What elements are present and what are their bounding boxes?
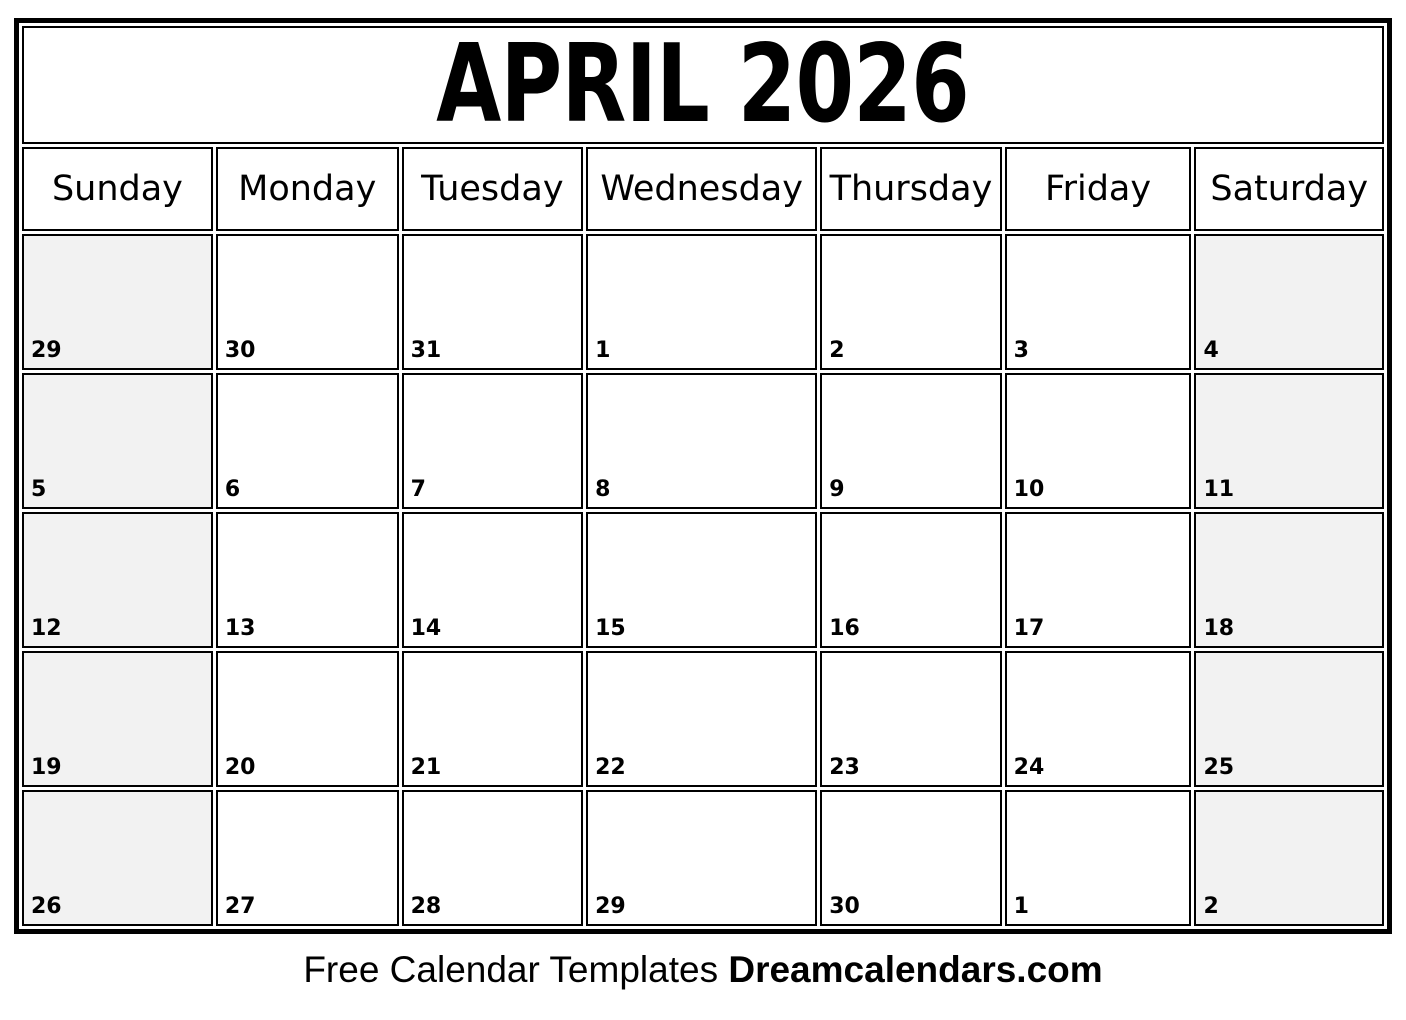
day-cell: [22, 234, 213, 370]
day-cell: [586, 790, 817, 926]
day-number: 13: [224, 616, 256, 641]
day-number: 1: [595, 338, 611, 363]
day-cell: [22, 651, 213, 787]
title-row: [22, 26, 1384, 144]
day-cell: [586, 373, 817, 509]
day-cell: [586, 512, 817, 648]
day-cell: [1194, 651, 1384, 787]
day-number: 18: [1203, 616, 1235, 641]
week-row-4: [22, 651, 1384, 787]
day-number: 27: [224, 894, 256, 919]
day-number: 20: [224, 755, 256, 780]
day-cell: [22, 373, 213, 509]
day-cell: [402, 373, 583, 509]
weekday-header-tuesday: Tuesday: [402, 147, 583, 231]
day-number: 26: [31, 894, 62, 919]
day-number: 23: [829, 755, 860, 780]
day-number: 30: [224, 338, 256, 363]
day-cell: [586, 234, 817, 370]
weekday-header-saturday: Saturday: [1194, 147, 1384, 231]
day-number: 15: [595, 616, 626, 641]
weekday-header-row: [22, 147, 1384, 231]
calendar-title: APRIL 2026: [436, 26, 970, 144]
day-cell: [1194, 790, 1384, 926]
weekday-header-wednesday: Wednesday: [586, 147, 817, 231]
day-cell: [22, 790, 213, 926]
footer-text: Free Calendar Templates: [303, 949, 719, 990]
day-cell: [216, 234, 399, 370]
day-number: 2: [829, 338, 845, 363]
day-cell: [586, 651, 817, 787]
day-cell: [1005, 373, 1192, 509]
calendar-table: [14, 18, 1392, 934]
day-number: 28: [410, 894, 442, 919]
day-number: 10: [1013, 477, 1045, 502]
day-cell: [22, 512, 213, 648]
day-number: 14: [410, 616, 442, 641]
week-row-2: [22, 373, 1384, 509]
footer: [14, 948, 1392, 992]
day-number: 25: [1203, 755, 1235, 780]
day-cell: [402, 234, 583, 370]
day-cell: [820, 373, 1001, 509]
day-number: 8: [595, 477, 611, 502]
day-number: 29: [595, 894, 626, 919]
day-number: 5: [31, 477, 47, 502]
day-number: 29: [31, 338, 62, 363]
footer-brand: Dreamcalendars.com: [728, 949, 1103, 990]
title-cell: [22, 26, 1384, 144]
weekday-header-thursday: Thursday: [820, 147, 1001, 231]
weekday-header-sunday: Sunday: [22, 147, 213, 231]
day-number: 21: [410, 755, 442, 780]
week-row-5: [22, 790, 1384, 926]
day-cell: [402, 790, 583, 926]
day-cell: [402, 512, 583, 648]
day-number: 30: [829, 894, 860, 919]
day-cell: [1194, 512, 1384, 648]
day-number: 6: [224, 477, 241, 502]
day-cell: [1194, 373, 1384, 509]
day-cell: [1005, 651, 1192, 787]
day-cell: [820, 512, 1001, 648]
day-number: 11: [1203, 477, 1235, 502]
day-cell: [402, 651, 583, 787]
week-row-3: [22, 512, 1384, 648]
day-number: 16: [829, 616, 860, 641]
day-number: 22: [595, 755, 626, 780]
day-number: 24: [1013, 755, 1045, 780]
day-cell: [1005, 790, 1192, 926]
day-number: 4: [1203, 338, 1219, 363]
day-number: 1: [1013, 894, 1029, 919]
day-cell: [1194, 234, 1384, 370]
day-number: 9: [829, 477, 845, 502]
day-number: 12: [31, 616, 62, 641]
day-cell: [820, 234, 1001, 370]
day-number: 3: [1013, 338, 1029, 363]
day-cell: [820, 651, 1001, 787]
day-number: 2: [1203, 894, 1219, 919]
day-cell: [216, 373, 399, 509]
week-row-1: [22, 234, 1384, 370]
day-number: 17: [1013, 616, 1045, 641]
day-cell: [216, 790, 399, 926]
weekday-header-monday: Monday: [216, 147, 399, 231]
day-cell: [216, 651, 399, 787]
weekday-header-friday: Friday: [1005, 147, 1192, 231]
day-cell: [1005, 512, 1192, 648]
day-number: 7: [410, 477, 426, 502]
day-cell: [820, 790, 1001, 926]
day-cell: [216, 512, 399, 648]
day-number: 19: [31, 755, 62, 780]
day-number: 31: [410, 338, 442, 363]
day-cell: [1005, 234, 1192, 370]
